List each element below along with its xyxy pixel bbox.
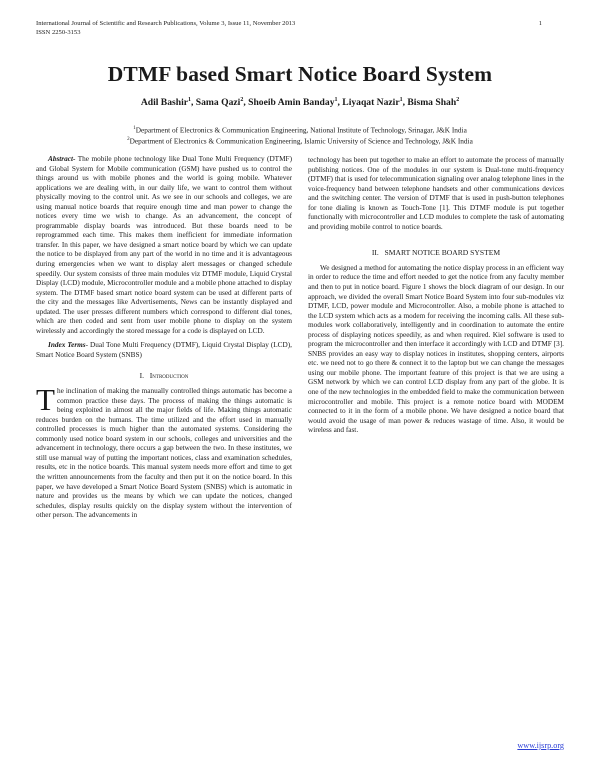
journal-line: International Journal of Scientific and Research Publications, Volume 3, Issue 11, November 2013 [36,20,296,27]
affiliation-text: Department of Electronics & Communication Engineering, National Institute of Technology, Srinagar, J&K India [135,125,467,135]
abstract-label: Abstract- [48,155,76,163]
author-affil-mark: 2 [240,97,244,103]
section-heading-1 [36,371,292,381]
author-affil-mark: 1 [399,97,403,103]
affiliations [0,124,600,147]
author-affil-mark: 1 [188,97,191,103]
section-number: I. [139,371,145,381]
author: Sama Qazi [195,97,241,109]
author: Shoeib Amin Banday [248,97,335,109]
abstract [36,155,292,336]
index-terms [36,341,292,360]
section-title: Introduction [149,371,189,381]
index-terms-label: Index Terms [48,341,86,350]
page-number: 1 [538,20,542,27]
right-column [308,156,564,436]
affiliation-mark: 1 [133,126,136,131]
section-title: SMART NOTICE BOARD SYSTEM [384,248,501,258]
intro-text: he inclination of making the manually controlled things automatic has become a common practice these days. The process of making the things automatic is being exploited in almost all the major fields of life. Making things automatic reduces burden on the humans. The time utilized and the effort used in manually controlled processes is much higher than the automated systems. Considering the commonly used notice board system in our schools, colleges and universities and the advancement in technology, there occurs a gap between the two. In these institutes, we still use manual way of putting the important notices, class and examination schedules, results, etc in the notice boards. This manual system needs more effort and time to get the written announcements from the faculty and then put it on the notice board. In this paper, we have developed a Smart Notice Board System (SNBS) which is automatic in nature and provides us the means by which we can update the notices, changed schedules, display results quickly on the display system without the intervention of other person. The advancements in [36,387,292,520]
author-affil-mark: 1 [334,97,338,103]
author: Bisma Shah [407,97,457,109]
section-2-paragraph: We designed a method for automating the notice display process in an efficient way in order to reduce the time and effort needed to get the notice from any faculty member and then to put in notice board. Figure 1 shows the block diagram of our design. In our approach, we divided the overall Smart Notice Board System into four sub-modules viz DTMF, LCD, power module and Microcontroller. Also, a mobile phone is attached to the LCD system which acts as a modem for receiving the incoming calls. All these sub-modules work collaboratively, intelligently and in coordination to automate the entire process of displaying notices speedily, as and when required. Kiel software is used to program the microcontroller and then interface it accordingly with LCD and DTMF [3]. SNBS provides an easy way to display notices in institutes, shopping centers, airports etc. we need not to go there & connect it to the laptop but we can change the messages using our mobile phone. The important feature of this project is that we are using a GSM network by which we can control LCD display from any part of the globe. It is one of the new technologies in the embedded field to make the communication between microcontroller and mobile. This project is a remote notice board with MODEM connected to it in the form of a mobile phone. We have designed a notice board that would avoid the usage of man power & reduces wastage of time. Also, it would be wireless and fast. [308,263,564,435]
paper-title: DTMF based Smart Notice Board System [107,62,493,86]
section-number: II. [371,248,379,258]
issn-line: ISSN 2250-3153 [36,29,81,36]
index-terms-text: - Dual Tone Multi Frequency (DTMF), Liquid Crystal Display (LCD), Smart Notice Board System (SNBS) [36,341,292,359]
affiliation-mark: 2 [127,137,130,143]
running-header [36,19,564,37]
affiliation-1 [0,124,600,135]
author-list: Adil Bashir$^1$, Sama Qazi$^2$, Shoeib Amin Banday$^1$, Liyaqat Nazir$^1$, Bisma Shah$^2$ [140,97,460,109]
intro-continuation: technology has been put together to make an effort to automate the process of manually publishing notices. One of the modules in our system is Dual-tone multi-frequency (DTMF) that is used for telecommunication signaling over analog telephone lines in the voice-frequency band between telephone handsets and other communications devices and the switching center. The version of DTMF that is used in push-button telephones for tone dialing is known as Touch-Tone [1]. This DTMF module is put together functionally with microcontroller and LCD modules to complete the task of automating and providing mobile control to notice boards. [308,156,564,231]
left-column [36,155,292,521]
abstract-text: The mobile phone technology like Dual Tone Multi Frequency (DTMF) and Global System for Mobile communication (GSM) have pushed us to control the things around us with mobile phones and the world is going mobile. Whatever applications we are dealing with, in our daily life, we want to control them without physically moving to the control unit. As we see in our schools and colleges, we are using manual notice boards that require enough time and man power to change the notices every time we wish to change. As an advancement, the concept of programmable display boards was introduced. But these boards need to be reprogrammed each time. This makes them inefficient for immediate information transfer. In this paper, we have designed a smart notice board by which we can update the notice to be displayed from any part of the world in no time and it is advantageous during emergencies when we want to display alert messages or changed schedule speedily. Our system consists of three main modules viz DTMF module, Liquid Crystal Display (LCD) module, Microcontroller module and a mobile phone attached to display system. The DTMF based smart notice board system can be used at different parts of the city and the messages like Advertisements, News can be instantly displayed and updated. The user presses different numbers which correspond to different dial tones, which are then coded and sent from user mobile phone to display on the system wirelessly and accordingly the stored message for a code is displayed on LCD. [36,155,293,335]
affiliation-2 [0,135,600,146]
intro-paragraph [36,382,292,521]
author: Adil Bashir [140,97,188,109]
journal-url-link[interactable]: www.ijsrp.org [517,741,564,750]
section-heading-2 [308,248,564,258]
author-affil-mark: 2 [456,97,460,103]
author: Liyaqat Nazir [342,97,400,109]
drop-cap: T [36,382,55,418]
affiliation-text: Department of Electronics & Communication Engineering, Islamic University of Science and Technology, J&K India [129,136,473,146]
